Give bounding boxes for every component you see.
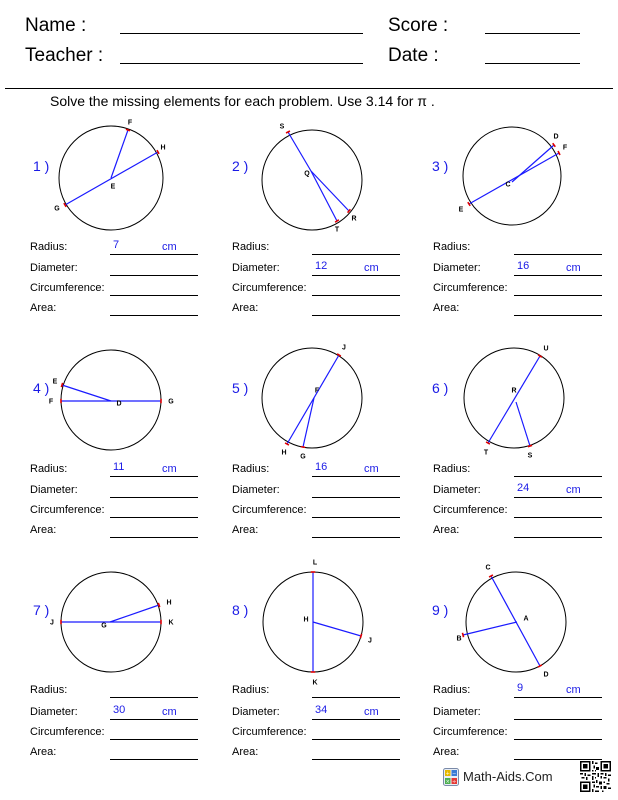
- point-label-G: G: [54, 205, 60, 213]
- field-label-radius: Radius:: [30, 684, 68, 696]
- given-unit: cm: [162, 706, 177, 718]
- name-label: Name :: [25, 15, 87, 36]
- field-label-radius: Radius:: [433, 684, 471, 696]
- calculator-icon: [443, 768, 459, 786]
- answer-line-area[interactable]: [312, 315, 400, 316]
- field-label-diameter: Diameter:: [433, 262, 481, 274]
- point-label-F: F: [562, 144, 568, 152]
- answer-line-diameter[interactable]: [110, 719, 198, 720]
- field-label-area: Area:: [232, 524, 259, 536]
- given-value: 30: [113, 704, 126, 716]
- point-marker-J: [337, 354, 341, 356]
- answer-line-area[interactable]: [110, 315, 198, 316]
- segment-GH: [110, 605, 159, 622]
- circle: [262, 130, 362, 230]
- given-value: 12: [315, 260, 328, 272]
- given-unit: cm: [162, 241, 177, 253]
- answer-line-area[interactable]: [312, 537, 400, 538]
- field-label-circumference: Circumference:: [232, 726, 307, 738]
- answer-line-circumference[interactable]: [312, 739, 400, 740]
- point-label-J: J: [50, 619, 54, 627]
- point-marker-T: [335, 220, 339, 222]
- field-label-diameter: Diameter:: [232, 262, 280, 274]
- given-value: 7: [113, 239, 120, 251]
- point-label-H: H: [281, 449, 287, 457]
- answer-line-radius[interactable]: [110, 697, 198, 698]
- field-label-area: Area:: [30, 746, 57, 758]
- given-unit: cm: [162, 463, 177, 475]
- problem-number-5: 5 ): [232, 380, 249, 396]
- point-label-B: B: [456, 635, 462, 643]
- point-label-L: L: [312, 559, 318, 567]
- answer-line-area[interactable]: [110, 759, 198, 760]
- given-value: 9: [517, 682, 524, 694]
- given-unit: cm: [364, 262, 379, 274]
- field-label-diameter: Diameter:: [30, 262, 78, 274]
- circle: [262, 348, 362, 448]
- point-label-A: A: [523, 615, 529, 623]
- answer-line-circumference[interactable]: [110, 295, 198, 296]
- answer-line-radius[interactable]: [312, 476, 400, 477]
- problem-number-4: 4 ): [33, 380, 50, 396]
- answer-line-radius[interactable]: [514, 476, 602, 477]
- field-label-area: Area:: [232, 302, 259, 314]
- field-label-area: Area:: [433, 302, 460, 314]
- answer-line-radius[interactable]: [312, 254, 400, 255]
- point-label-U: U: [543, 345, 549, 353]
- field-label-circumference: Circumference:: [232, 282, 307, 294]
- field-label-circumference: Circumference:: [30, 282, 105, 294]
- point-marker-U: [538, 355, 542, 357]
- segment-SQ: [288, 132, 311, 171]
- problem-number-2: 2 ): [232, 158, 249, 174]
- given-unit: cm: [566, 684, 581, 696]
- answer-line-circumference[interactable]: [110, 517, 198, 518]
- field-label-diameter: Diameter:: [232, 484, 280, 496]
- point-marker-F: [558, 151, 560, 155]
- answer-line-radius[interactable]: [110, 476, 198, 477]
- answer-line-area[interactable]: [110, 537, 198, 538]
- teacher-label: Teacher :: [25, 45, 104, 66]
- field-label-circumference: Circumference:: [433, 282, 508, 294]
- circle-diagram-6: [464, 346, 564, 460]
- answer-line-radius[interactable]: [514, 697, 602, 698]
- point-label-H: H: [160, 144, 166, 152]
- point-marker-B: [462, 633, 463, 637]
- score-label: Score :: [388, 15, 449, 36]
- point-label-F: F: [127, 119, 133, 127]
- problem-number-9: 9 ): [432, 602, 449, 618]
- problem-number-3: 3 ): [432, 158, 449, 174]
- answer-line-circumference[interactable]: [312, 517, 400, 518]
- field-label-circumference: Circumference:: [433, 504, 508, 516]
- field-label-diameter: Diameter:: [232, 706, 280, 718]
- field-label-radius: Radius:: [30, 241, 68, 253]
- given-value: 11: [113, 461, 125, 473]
- point-marker-E: [468, 202, 470, 206]
- field-label-area: Area:: [232, 746, 259, 758]
- point-label-C: C: [485, 564, 491, 572]
- circle-diagram-1: [54, 120, 165, 231]
- field-label-radius: Radius:: [30, 463, 68, 475]
- circle: [464, 345, 564, 448]
- point-label-S: S: [279, 123, 285, 131]
- point-label-T: T: [334, 226, 340, 234]
- answer-line-radius[interactable]: [110, 254, 198, 255]
- svg-text:−: −: [452, 771, 457, 777]
- point-label-C: C: [505, 181, 511, 189]
- field-label-area: Area:: [433, 746, 460, 758]
- field-label-circumference: Circumference:: [30, 726, 105, 738]
- point-label-E: E: [52, 378, 58, 386]
- point-marker-G: [301, 447, 305, 448]
- answer-line-area[interactable]: [514, 537, 602, 538]
- point-label-J: J: [342, 344, 346, 352]
- point-marker-C: [489, 575, 493, 577]
- point-label-G: G: [168, 398, 174, 406]
- point-label-J: J: [368, 637, 372, 645]
- answer-line-area[interactable]: [514, 759, 602, 760]
- field-label-circumference: Circumference:: [232, 504, 307, 516]
- circle-diagram-3: [459, 127, 568, 225]
- point-label-S: S: [527, 452, 533, 460]
- point-marker-J: [360, 634, 361, 638]
- segment-BA: [463, 622, 517, 635]
- qr-code-icon: [580, 761, 611, 792]
- point-label-D: D: [553, 133, 559, 141]
- point-marker-S: [286, 131, 290, 133]
- field-label-area: Area:: [30, 302, 57, 314]
- field-label-area: Area:: [30, 524, 57, 536]
- point-label-E: E: [458, 206, 464, 214]
- circle-diagram-4: [49, 350, 174, 450]
- point-label-K: K: [312, 679, 318, 687]
- field-label-radius: Radius:: [232, 463, 270, 475]
- field-label-diameter: Diameter:: [30, 706, 78, 718]
- field-label-circumference: Circumference:: [433, 726, 508, 738]
- point-label-F: F: [314, 387, 320, 395]
- svg-text:×: ×: [445, 779, 450, 785]
- point-label-H: H: [303, 616, 309, 624]
- answer-line-circumference[interactable]: [312, 295, 400, 296]
- answer-line-circumference[interactable]: [514, 517, 602, 518]
- answer-line-diameter[interactable]: [514, 719, 602, 720]
- given-value: 24: [517, 482, 530, 494]
- answer-line-area[interactable]: [312, 759, 400, 760]
- field-label-area: Area:: [433, 524, 460, 536]
- point-label-D: D: [543, 671, 549, 679]
- segment-CD: [491, 576, 540, 666]
- field-label-diameter: Diameter:: [433, 706, 481, 718]
- field-label-radius: Radius:: [232, 684, 270, 696]
- problem-number-7: 7 ): [33, 602, 50, 618]
- circle: [463, 127, 561, 225]
- point-marker-T: [486, 442, 490, 444]
- answer-line-radius[interactable]: [312, 697, 400, 698]
- answer-line-circumference[interactable]: [514, 739, 602, 740]
- field-label-radius: Radius:: [433, 241, 471, 253]
- circle: [61, 350, 161, 450]
- problem-number-1: 1 ): [33, 158, 50, 174]
- given-unit: cm: [566, 484, 581, 496]
- answer-line-circumference[interactable]: [110, 739, 198, 740]
- answer-line-diameter[interactable]: [514, 497, 602, 498]
- field-label-radius: Radius:: [433, 463, 471, 475]
- problem-number-6: 6 ): [432, 380, 449, 396]
- given-value: 16: [517, 260, 530, 272]
- segment-FE: [469, 153, 559, 204]
- field-label-diameter: Diameter:: [30, 484, 78, 496]
- point-label-R: R: [351, 215, 357, 223]
- answer-line-diameter[interactable]: [312, 719, 400, 720]
- segment-ED: [62, 385, 111, 401]
- answer-line-diameter[interactable]: [110, 497, 198, 498]
- svg-text:+: +: [445, 771, 450, 777]
- answer-line-radius[interactable]: [514, 254, 602, 255]
- answer-line-area[interactable]: [514, 315, 602, 316]
- point-label-D: D: [116, 400, 122, 408]
- segment-FG: [303, 398, 314, 447]
- point-label-T: T: [483, 449, 489, 457]
- segment-HJ: [313, 622, 361, 636]
- segment-QT: [311, 171, 337, 221]
- circle-diagram-5: [262, 345, 362, 461]
- date-label: Date :: [388, 45, 439, 66]
- circle-diagram-2: [262, 124, 362, 234]
- point-marker-H: [285, 443, 289, 445]
- given-unit: cm: [364, 463, 379, 475]
- answer-line-diameter[interactable]: [110, 275, 198, 276]
- answer-line-circumference[interactable]: [514, 295, 602, 296]
- footer-site-text[interactable]: Math-Aids.Com: [463, 769, 553, 784]
- given-unit: cm: [364, 706, 379, 718]
- instructions: Solve the missing elements for each problem. Use 3.14 for π .: [50, 93, 435, 109]
- answer-line-diameter[interactable]: [312, 497, 400, 498]
- point-marker-D: [538, 665, 542, 667]
- circle-diagram-9: [456, 565, 566, 679]
- point-label-K: K: [168, 619, 174, 627]
- circle-diagram-8: [263, 560, 372, 687]
- point-label-R: R: [511, 387, 517, 395]
- point-label-G: G: [300, 453, 306, 461]
- circle-diagram-7: [50, 572, 173, 672]
- given-unit: cm: [566, 262, 581, 274]
- given-value: 34: [315, 704, 328, 716]
- field-label-circumference: Circumference:: [30, 504, 105, 516]
- point-label-E: E: [110, 183, 116, 191]
- point-label-H: H: [166, 599, 172, 607]
- point-label-Q: Q: [304, 170, 310, 178]
- svg-text:÷: ÷: [452, 779, 457, 785]
- answer-line-diameter[interactable]: [312, 275, 400, 276]
- field-label-diameter: Diameter:: [433, 484, 481, 496]
- segment-QR: [311, 171, 349, 211]
- segment-RS: [516, 402, 530, 446]
- point-label-F: F: [48, 398, 54, 406]
- segment-HG: [65, 152, 158, 205]
- given-value: 16: [315, 461, 328, 473]
- point-label-G: G: [101, 622, 107, 630]
- segment-UT: [488, 356, 540, 443]
- field-label-radius: Radius:: [232, 241, 270, 253]
- answer-line-diameter[interactable]: [514, 275, 602, 276]
- segment-JH: [287, 355, 339, 444]
- problem-number-8: 8 ): [232, 602, 249, 618]
